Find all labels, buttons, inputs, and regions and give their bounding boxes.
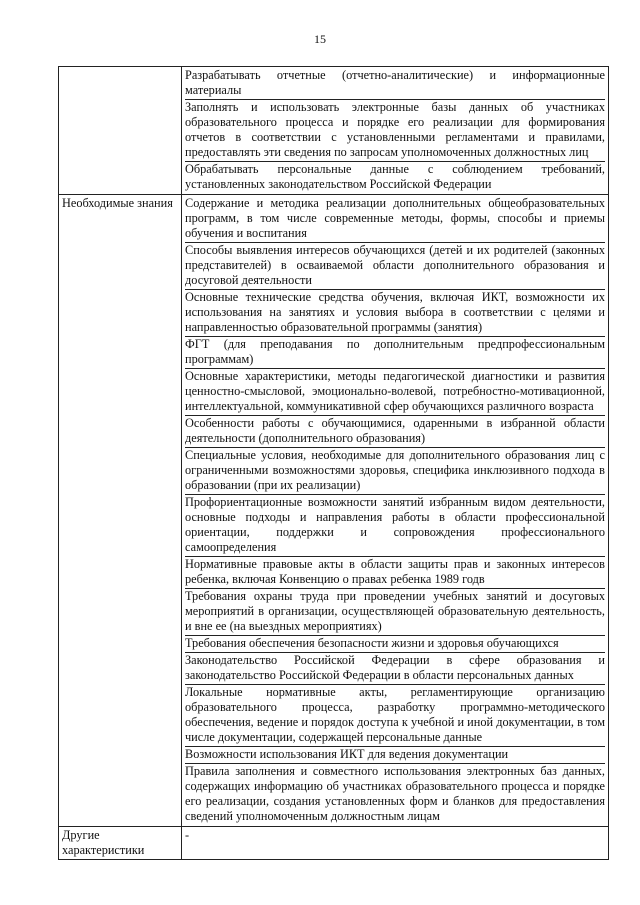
list-item: Содержание и методика реализации дополнительных общеобразовательных программ, в том числе современные методы, формы, способы и приемы обучения и воспитания xyxy=(185,196,605,243)
section-title: Необходимые знания xyxy=(59,195,182,827)
section-title: Другие характеристики xyxy=(59,827,182,860)
list-item: ФГТ (для преподавания по дополнительным предпрофессиональным программам) xyxy=(185,337,605,369)
list-item: Нормативные правовые акты в области защиты прав и законных интересов ребенка, включая Конвенцию о правах ребенка 1989 годв xyxy=(185,557,605,589)
section-items xyxy=(182,67,609,195)
list-item: - xyxy=(185,828,190,842)
list-item: Требования обеспечения безопасности жизни и здоровья обучающихся xyxy=(185,636,605,653)
list-item: Основные характеристики, методы педагогической диагностики и развития ценностно-смысловой, эмоционально-волевой, потребностно-мотивационной, интеллектуальной, коммуникативной сфер обучающихся различного возраста xyxy=(185,369,605,416)
list-item: Правила заполнения и совместного использования электронных баз данных, содержащих информацию об участниках образовательного процесса и порядке его реализации, создания установленных форм и бланков для предоставления сведений уполномоченным должностным лицам xyxy=(185,764,605,823)
list-item: Требования охраны труда при проведении учебных занятий и досуговых мероприятий в организации, осуществляющей образовательную деятельность, и вне ее (на выездных мероприятиях) xyxy=(185,589,605,636)
table-row xyxy=(59,67,609,195)
table-row xyxy=(59,195,609,827)
list-item: Обрабатывать персональные данные с соблюдением требований, установленных законодательством Российской Федерации xyxy=(185,162,605,191)
list-item: Основные технические средства обучения, включая ИКТ, возможности их использования на занятиях и условия выбора в соответствии с целями и направленностью образовательной программы (занятия) xyxy=(185,290,605,337)
list-item: Особенности работы с обучающимися, одаренными в избранной области деятельности (дополнительного образования) xyxy=(185,416,605,448)
competency-table xyxy=(58,66,609,860)
list-item: Специальные условия, необходимые для дополнительного образования лиц с ограниченными возможностями здоровья, специфика инклюзивного подхода в образовании (при их реализации) xyxy=(185,448,605,495)
list-item: Законодательство Российской Федерации в сфере образования и законодательство Российской Федерации в области персональных данных xyxy=(185,653,605,685)
list-item: Способы выявления интересов обучающихся (детей и их родителей (законных представителей) в осваиваемой области дополнительного образования и досуговой деятельности xyxy=(185,243,605,290)
section-items xyxy=(182,195,609,827)
list-item: Заполнять и использовать электронные базы данных об участниках образовательного процесса и порядке его реализации для формирования отчетов в соответствии с установленными регламентами и правилами, предоставлять эти сведения по запросам уполномоченных должностных лиц xyxy=(185,100,605,162)
section-items xyxy=(182,827,609,860)
page-number: 15 xyxy=(314,32,326,46)
table-row xyxy=(59,827,609,860)
list-item: Профориентационные возможности занятий избранным видом деятельности, основные подходы и направления работы в области профессиональной ориентации, поддержки и сопровождения профессионального самоопределения xyxy=(185,495,605,557)
list-item: Возможности использования ИКТ для ведения документации xyxy=(185,747,605,764)
list-item: Разрабатывать отчетные (отчетно-аналитические) и информационные материалы xyxy=(185,68,605,100)
list-item: Локальные нормативные акты, регламентирующие организацию образовательного процесса, разработку программно-методического обеспечения, ведение и порядок доступа к учебной и иной документации, в том числе документации, содержащей персональные данные xyxy=(185,685,605,747)
section-title xyxy=(59,67,182,195)
